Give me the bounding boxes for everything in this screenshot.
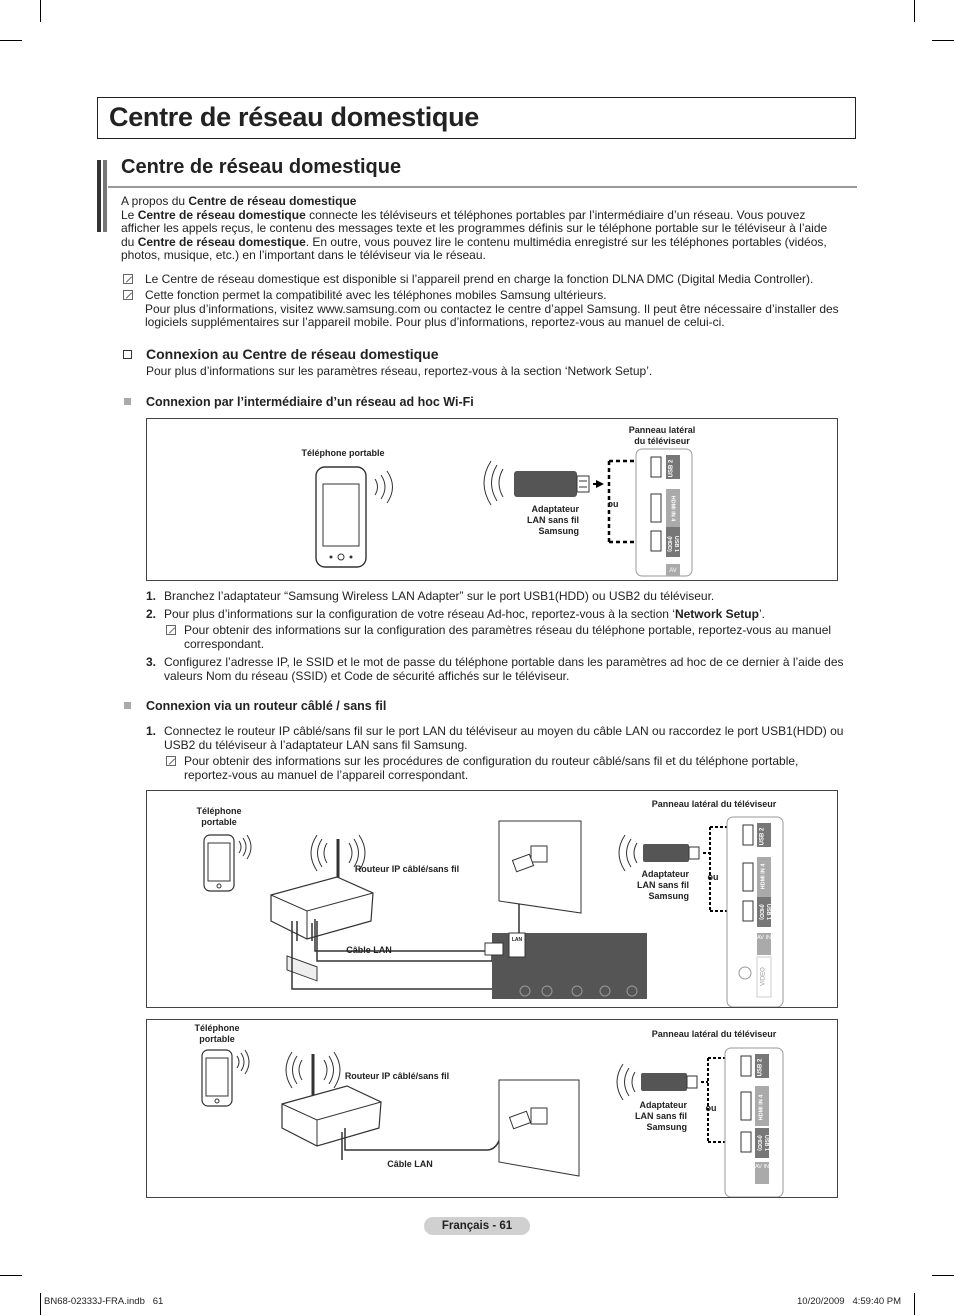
text: portable — [199, 1034, 235, 1044]
panel-label: Panneau latéral du téléviseur — [651, 799, 777, 809]
crop-mark — [40, 1293, 41, 1315]
text: Adaptateur — [531, 504, 579, 514]
port-usb1-label — [755, 1127, 769, 1159]
mobile-phone-icon — [316, 467, 393, 567]
footer-date: 10/20/2009 4:59:40 PM — [797, 1296, 902, 1307]
tv-side-panel — [725, 1048, 783, 1197]
crop-mark — [914, 1293, 915, 1315]
bullet-square-icon — [124, 702, 131, 709]
note-1: Le Centre de réseau domestique est disponible si l’appareil prend en charge la fonction DLNA DMC (Digital Media Controller). — [145, 272, 814, 286]
port-usb1-label — [665, 528, 679, 560]
intro-paragraph — [121, 195, 861, 263]
text: Samsung — [648, 891, 689, 901]
text: LAN sans fil — [636, 880, 689, 890]
note-line: logiciels supplémentaires sur l’appareil mobile. Pour plus d’informations, reportez-vous au manuel de celui-ci. — [145, 315, 725, 329]
port-av-label: AV IN — [755, 1164, 769, 1170]
step-text — [164, 725, 843, 752]
intro-line: photos, musique, etc.) en l’important dans le téléviseur via le réseau. — [121, 248, 486, 262]
tv-side-panel — [727, 817, 783, 1007]
text: Samsung — [538, 526, 579, 536]
text: du — [121, 234, 138, 249]
checkbox-icon — [123, 350, 132, 359]
step-number: 1. — [146, 724, 157, 738]
note-line: Pour obtenir des informations sur la configuration des paramètres réseau du téléphone portable, reportez-vous au manuel — [184, 623, 832, 637]
port-hdmi-label: HDMI IN 4 — [758, 1094, 765, 1121]
section-rule — [108, 186, 857, 188]
mobile-phone-icon — [204, 835, 251, 891]
adhoc-diagram — [146, 418, 838, 581]
text: Centre de réseau domestique — [137, 234, 306, 249]
router-heading: Connexion via un routeur câblé / sans fil — [146, 699, 387, 713]
port-av-label: AV — [669, 568, 677, 574]
connexion-heading: Connexion au Centre de réseau domestique — [146, 346, 439, 362]
router-diagram-2 — [146, 1019, 838, 1198]
section-bar — [97, 160, 101, 232]
or-label: ou — [707, 872, 719, 882]
wireless-adapter-icon — [619, 835, 699, 871]
tv-side-panel — [636, 449, 692, 576]
crop-mark — [932, 40, 954, 41]
text: USB2 du téléviseur à l’adaptateur LAN sans fil Samsung. — [164, 737, 468, 752]
note-line: Pour plus d’informations, visitez www.samsung.com ou contactez le centre d’appel Samsung. Il peut être nécessaire d’installer des — [145, 301, 839, 316]
wireless-adapter-icon — [617, 1064, 697, 1100]
text: Centre de réseau domestique — [137, 207, 306, 222]
adapter-label — [617, 1100, 687, 1133]
page-title: Centre de réseau domestique — [109, 102, 480, 132]
adapter-label — [509, 504, 579, 537]
text: Samsung — [646, 1122, 687, 1132]
text: LAN sans fil — [526, 515, 579, 525]
text: Adaptateur — [639, 1100, 687, 1110]
wall-outlet — [499, 1080, 579, 1176]
note-line: reportez-vous au manuel de l’appareil correspondant. — [184, 767, 469, 782]
section-title: Centre de réseau domestique — [121, 156, 402, 178]
router-diagram-1 — [146, 790, 838, 1008]
intro-line: afficher les appels reçus, le contenu des messages texte et les programmes définis sur le téléphone portable sur le téléviseur à l’aide — [121, 221, 828, 235]
note-icon — [166, 625, 176, 635]
text: portable — [201, 817, 237, 827]
text: valeurs Nom du réseau (SSID) et Code de sécurité affichés sur le téléviseur. — [164, 668, 570, 683]
wireless-adapter-icon — [484, 461, 589, 505]
panel-label: Panneau latéral du téléviseur — [651, 1029, 777, 1039]
mobile-phone-icon — [202, 1050, 249, 1106]
intro-lead — [121, 195, 861, 209]
phone-label — [179, 806, 259, 828]
text: Configurez l’adresse IP, le SSID et le mot de passe du téléphone portable dans les paramètres ad hoc de ce dernier à l’aide des — [164, 655, 844, 669]
text: Le — [121, 207, 138, 222]
text: (HDD) — [756, 1135, 762, 1151]
text: Adaptateur — [641, 869, 689, 879]
text: (HDD) — [666, 536, 672, 552]
port-usb2-label: USB 2 — [757, 1058, 764, 1077]
adapter-label — [619, 869, 689, 902]
step-text — [164, 608, 765, 622]
router-label: Routeur IP câblé/sans fil — [354, 864, 460, 874]
note-line: Pour obtenir des informations sur les procédures de configuration du routeur câblé/sans fil et du téléphone portable, — [184, 754, 799, 768]
intro-line — [121, 209, 861, 223]
text: Téléphone — [194, 1023, 240, 1033]
note-line: correspondant. — [184, 636, 265, 651]
section-bar — [103, 160, 107, 232]
page-title-box — [97, 97, 856, 139]
text: Téléphone — [196, 806, 242, 816]
connexion-text: Pour plus d’informations sur les paramètres réseau, reportez-vous à la section ‘Network Setup’. — [146, 364, 653, 378]
note-icon — [123, 290, 133, 300]
text: Pour plus d’informations sur la configuration de votre réseau Ad-hoc, reportez-vous à la section ‘ — [164, 607, 675, 621]
crop-mark — [0, 40, 22, 41]
crop-mark — [932, 1275, 954, 1276]
text: Connectez le routeur IP câblé/sans fil sur le port LAN du téléviseur au moyen du câble LAN ou raccordez le port USB1(HDD) ou — [164, 724, 844, 738]
text: (HDD) — [758, 904, 764, 920]
text: Panneau latéral — [628, 425, 696, 435]
wall-outlet — [499, 821, 581, 913]
or-label: ou — [607, 499, 619, 509]
text: Centre de réseau domestique — [188, 194, 357, 208]
phone-label: Téléphone portable — [301, 448, 385, 458]
adhoc-heading: Connexion par l’intermédiaire d’un réseau ad hoc Wi-Fi — [146, 395, 474, 409]
port-hdmi-label: HDMI IN 4 — [669, 495, 676, 522]
note-icon — [123, 274, 133, 284]
text: USB 1 — [763, 1134, 769, 1152]
text: USB 1 — [673, 535, 679, 553]
port-usb1-label — [757, 896, 771, 928]
text: LAN sans fil — [634, 1111, 687, 1121]
text: du téléviseur — [634, 436, 690, 446]
router-diagram-svg — [147, 1020, 837, 1197]
step-number: 1. — [146, 589, 157, 603]
router-icon — [271, 835, 373, 981]
port-video-label: VIDEO — [760, 967, 767, 986]
cable-label: Câble LAN — [387, 1159, 433, 1169]
crop-mark — [0, 1275, 22, 1276]
step-number: 3. — [146, 655, 157, 669]
router-label: Routeur IP câblé/sans fil — [344, 1071, 450, 1081]
adhoc-diagram-svg — [147, 419, 837, 580]
text: ’. — [758, 607, 765, 621]
step-2-note — [184, 624, 864, 651]
crop-mark — [914, 0, 915, 22]
footer-file: BN68-02333J-FRA.indb 61 — [44, 1296, 164, 1307]
port-hdmi-label: HDMI IN 4 — [760, 863, 767, 890]
step-text: Branchez l’adaptateur “Samsung Wireless LAN Adapter” sur le port USB1(HDD) ou USB2 du téléviseur. — [164, 589, 715, 603]
port-usb2-label: USB 2 — [668, 459, 675, 478]
router-note — [184, 755, 864, 782]
or-label: ou — [705, 1103, 717, 1113]
text: A propos du — [121, 194, 189, 208]
page-number-badge: Français - 61 — [424, 1217, 530, 1235]
bullet-square-icon — [124, 398, 131, 405]
note-line: Cette fonction permet la compatibilité avec les téléphones mobiles Samsung ultérieurs. — [145, 288, 607, 302]
panel-label — [617, 425, 707, 447]
phone-label — [177, 1023, 257, 1045]
text: connecte les téléviseurs et téléphones portables par l’intermédiaire d’un réseau. Vous pouvez — [305, 207, 806, 222]
note-icon — [166, 756, 176, 766]
text: Network Setup — [674, 607, 759, 621]
note-2 — [145, 289, 865, 330]
lan-port-label: LAN — [511, 937, 523, 943]
step-number: 2. — [146, 607, 157, 621]
crop-mark — [40, 0, 41, 22]
text: . En outre, vous pouvez lire le contenu multimédia enregistré sur les téléphones portables (vidéos, — [305, 234, 827, 249]
text: USB 1 — [765, 903, 771, 921]
router-icon — [282, 1052, 381, 1146]
cable-label: Câble LAN — [346, 945, 392, 955]
port-usb2-label: USB 2 — [759, 827, 766, 846]
step-text — [164, 656, 844, 683]
port-av-label: AV IN — [757, 935, 771, 941]
intro-line — [121, 236, 861, 250]
